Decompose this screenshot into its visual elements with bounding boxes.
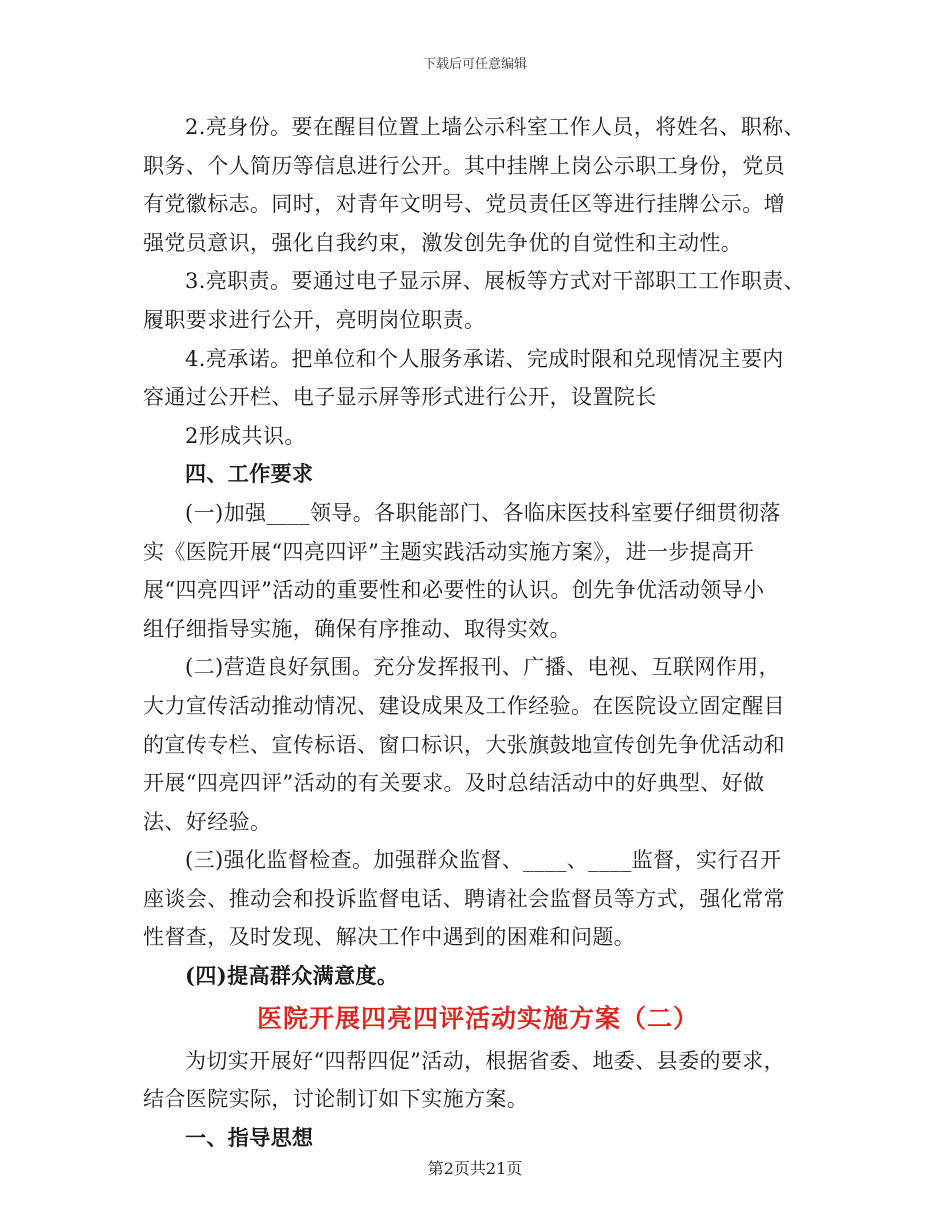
page-header-note: 下载后可任意编辑 [422,57,527,72]
paragraph-line: 法、好经验。 [143,809,272,834]
page-footer-number: 第2页共21页 [427,1159,523,1178]
paragraph-line: 座谈会、推动会和投诉监督电话、聘请社会监督员等方式，强化常常 [143,886,785,911]
paragraph-line: (二)营造良好氛围。充分发挥报刊、广播、电视、互联网作用， [185,655,780,680]
paragraph-line: 有党徽标志。同时，对青年文明号、党员责任区等进行挂牌公示。增 [143,192,785,217]
document-title: 医院开展四亮四评活动实施方案（二） [256,1003,699,1033]
paragraph-line: 开展“四亮四评”活动的有关要求。及时总结活动中的好典型、好做 [143,771,765,796]
paragraph-line: 2形成共识。 [185,423,306,448]
paragraph-line: 强党员意识，强化自我约束，激发创先争优的自觉性和主动性。 [143,230,743,255]
paragraph-line: 结合医院实际，讨论制订如下实施方案。 [143,1087,529,1112]
section-heading: 四、工作要求 [185,461,314,487]
paragraph-line: 实《医院开展“四亮四评”主题实践活动实施方案》，进一步提高开 [143,539,754,564]
paragraph-line: 履职要求进行公开，亮明岗位职责。 [143,307,486,332]
document-body [143,108,813,1157]
paragraph-line: 4.亮承诺。把单位和个人服务承诺、完成时限和兑现情况主要内 [185,346,784,371]
paragraph-line: 2.亮身份。要在醒目位置上墙公示科室工作人员，将姓名、职称、 [185,115,806,139]
section-heading: (四)提高群众满意度。 [185,963,399,989]
paragraph-line: 3.亮职责。要通过电子显示屏、展板等方式对干部职工工作职责、 [185,269,806,294]
paragraph-line: 性督查，及时发现、解决工作中遇到的困难和问题。 [143,925,636,950]
paragraph-line: 职务、个人简历等信息进行公开。其中挂牌上岗公示职工身份，党员 [143,153,785,178]
paragraph-line: (一)加强____领导。各职能部门、各临床医技科室要仔细贯彻落 [185,500,781,525]
section-heading: 一、指导思想 [185,1124,314,1150]
paragraph-line: 大力宣传活动推动情况、建设成果及工作经验。在医院设立固定醒目 [143,693,785,718]
paragraph-line: (三)强化监督检查。加强群众监督、____、____监督，实行召开 [185,848,782,873]
paragraph-line: 为切实开展好“四帮四促”活动，根据省委、地委、县委的要求， [185,1048,786,1073]
paragraph-line: 的宣传专栏、宣传标语、窗口标识，大张旗鼓地宣传创先争优活动和 [143,732,785,757]
paragraph-line: 容通过公开栏、电子显示屏等形式进行公开，设置院长 [143,385,657,410]
paragraph-line: 展“四亮四评”活动的重要性和必要性的认识。创先争优活动领导小 [143,578,765,603]
paragraph-line: 组仔细指导实施，确保有序推动、取得实效。 [143,616,571,641]
